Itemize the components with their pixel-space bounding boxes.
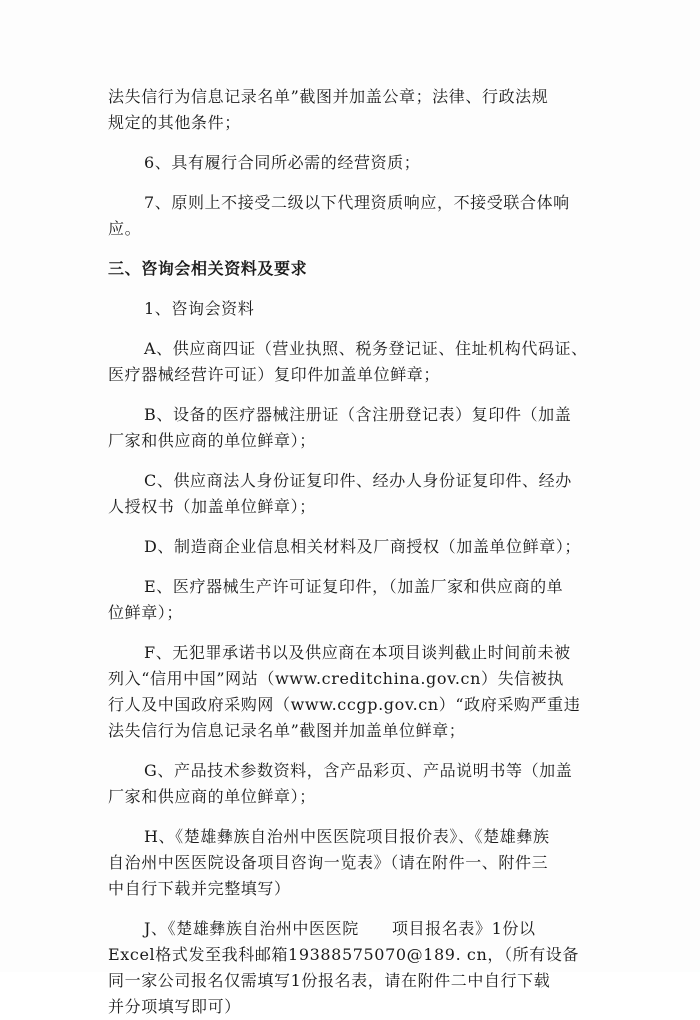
document-body <box>108 84 608 1020</box>
text-line: 法失信行为信息记录名单”截图并加盖单位鲜章； <box>108 721 466 740</box>
paragraph-item-g <box>108 758 608 810</box>
text-line: 同一家公司报名仅需填写1份报名表，请在附件二中自行下载 <box>108 971 551 990</box>
paragraph-item-f <box>108 640 608 744</box>
paragraph-item-d <box>108 534 608 560</box>
section-heading <box>108 256 608 282</box>
text-line: J、《楚雄彝族自治州中医医院 项目报名表》1份以 <box>144 919 536 938</box>
text-line: 自治州中医医院设备项目咨询一览表》（请在附件一、附件三 <box>108 853 549 872</box>
text-line: 应。 <box>108 219 142 238</box>
text-line: A、供应商四证（营业执照、税务登记证、住址机构代码证、 <box>144 339 588 358</box>
text-line: H、《楚雄彝族自治州中医医院项目报价表》、《楚雄彝族 <box>144 827 550 846</box>
paragraph-item-a <box>108 336 608 388</box>
text-line: 三、咨询会相关资料及要求 <box>108 259 308 278</box>
paragraph-item-j <box>108 916 608 1020</box>
paragraph-item-7 <box>108 190 608 242</box>
paragraph-item-6 <box>108 150 608 176</box>
text-line: C、供应商法人身份证复印件、经办人身份证复印件、经办 <box>144 471 572 490</box>
text-line: 法失信行为信息记录名单”截图并加盖公章；法律、行政法规 <box>108 87 549 106</box>
paragraph-item-h <box>108 824 608 902</box>
text-line: B、设备的医疗器械注册证（含注册登记表）复印件（加盖 <box>144 405 572 424</box>
text-line: G、产品技术参数资料，含产品彩页、产品说明书等（加盖 <box>144 761 573 780</box>
text-line: 1、咨询会资料 <box>144 299 255 318</box>
text-line: D、制造商企业信息相关材料及厂商授权（加盖单位鲜章）； <box>144 537 582 556</box>
text-line: 人授权书（加盖单位鲜章）； <box>108 497 316 516</box>
text-line: 厂家和供应商的单位鲜章）； <box>108 431 316 450</box>
subsection-heading <box>108 296 608 322</box>
text-line: F、无犯罪承诺书以及供应商在本项目谈判截止时间前未被 <box>144 643 571 662</box>
text-line: 行人及中国政府采购网（www.ccgp.gov.cn）“政府采购严重违 <box>108 695 581 714</box>
text-line: 医疗器械经营许可证）复印件加盖单位鲜章； <box>108 365 441 384</box>
text-line: 并分项填写即可） <box>108 997 241 1016</box>
paragraph-item-c <box>108 468 608 520</box>
text-line: 列入“信用中国”网站（www.creditchina.gov.cn）失信被执 <box>108 669 564 688</box>
paragraph-item-e <box>108 574 608 626</box>
text-line: 6、具有履行合同所必需的经营资质； <box>144 153 421 172</box>
text-line: 位鲜章）； <box>108 603 184 622</box>
text-line: Excel格式发至我科邮箱19388575070@189. cn，（所有设备 <box>108 945 580 964</box>
paragraph-item-b <box>108 402 608 454</box>
text-line: E、医疗器械生产许可证复印件，（加盖厂家和供应商的单 <box>144 577 564 596</box>
text-line: 厂家和供应商的单位鲜章）； <box>108 787 316 806</box>
paragraph-continuation <box>108 84 608 136</box>
text-line: 规定的其他条件； <box>108 113 241 132</box>
text-line: 7、原则上不接受二级以下代理资质响应，不接受联合体响 <box>144 193 570 212</box>
text-line: 中自行下载并完整填写） <box>108 879 291 898</box>
